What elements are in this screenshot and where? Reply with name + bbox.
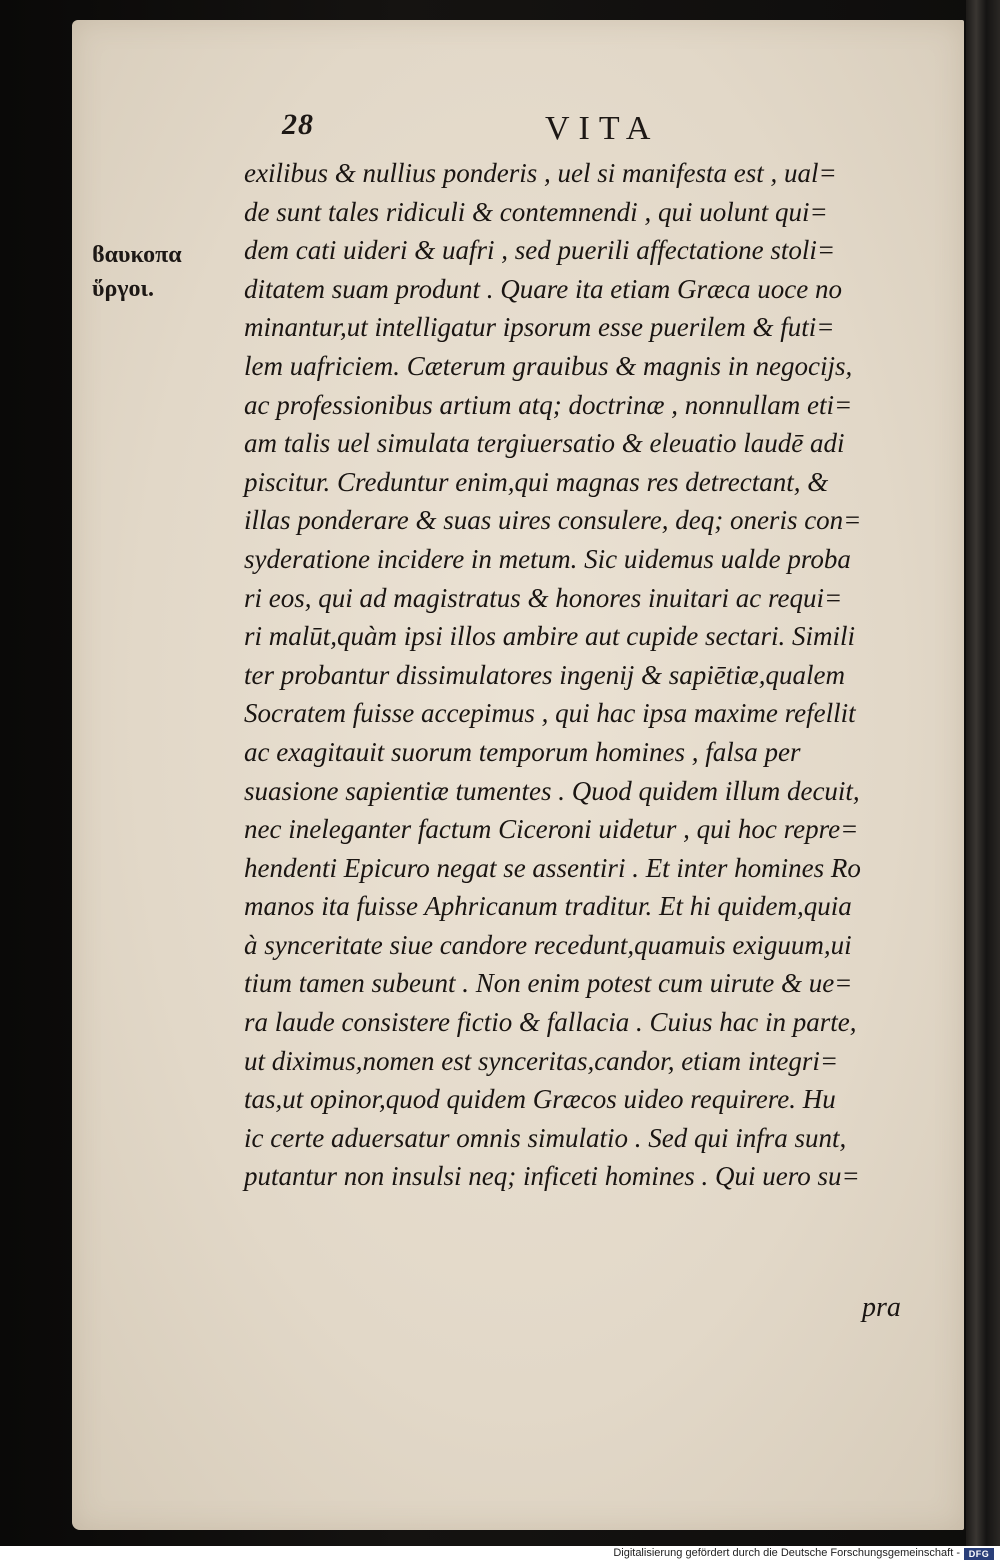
text-line: minantur,ut intelligatur ipsorum esse puerilem & futi=: [244, 312, 835, 343]
text-line: syderatione incidere in metum. Sic uidemus ualde proba: [244, 543, 851, 574]
text-line: ut diximus,nomen est synceritas,candor, etiam integri=: [244, 1045, 839, 1076]
text-line: ic certe aduersatur omnis simulatio . Sed qui infra sunt,: [244, 1122, 847, 1153]
funding-credit: Digitalisierung gefördert durch die Deutsche Forschungsgemeinschaft -: [613, 1547, 960, 1559]
catchword: pra: [862, 1292, 901, 1323]
text-line: manos ita fuisse Aphricanum traditur. Et hi quidem,quia: [244, 891, 852, 922]
text-line: de sunt tales ridiculi & contemnendi , qui uolunt qui=: [244, 196, 828, 227]
text-line: dem cati uideri & uafri , sed puerili affectatione stoli=: [244, 235, 836, 266]
text-line: nec ineleganter factum Ciceroni uidetur , qui hoc repre=: [244, 814, 859, 845]
text-line: tas,ut opinor,quod quidem Græcos uideo requirere. Hu: [244, 1084, 836, 1115]
text-line: illas ponderare & suas uires consulere, deq; oneris con=: [244, 505, 862, 536]
text-line: am talis uel simulata tergiuersatio & eleuatio laudē adi: [244, 428, 845, 459]
book-edge: [966, 0, 1000, 1546]
body-text: [244, 154, 934, 1196]
text-line: tium tamen subeunt . Non enim potest cum uirute & ue=: [244, 968, 853, 999]
text-line: suasione sapientiæ tumentes . Quod quidem illum decuit,: [244, 775, 860, 806]
page-number: 28: [282, 108, 314, 141]
text-line: à synceritate siue candore recedunt,quamuis exiguum,ui: [244, 929, 852, 960]
text-line: hendenti Epicuro negat se assentiri . Et inter homines Ro: [244, 852, 861, 883]
marginal-note-line: ϐαυκοπα: [92, 242, 182, 268]
text-line: ri eos, qui ad magistratus & honores inuitari ac requi=: [244, 582, 843, 613]
text-line: ac exagitauit suorum temporum homines , falsa per: [244, 736, 801, 767]
text-line: lem uafriciem. Cæterum grauibus & magnis in negocijs,: [244, 350, 853, 381]
text-line: ditatem suam produnt . Quare ita etiam Græca uoce no: [244, 273, 842, 304]
text-line: ri malūt,quàm ipsi illos ambire aut cupide sectari. Simili: [244, 621, 855, 652]
text-line: piscitur. Creduntur enim,qui magnas res detrectant, &: [244, 466, 829, 497]
text-line: ter probantur dissimulatores ingenij & sapiētiæ,qualem: [244, 659, 846, 690]
dfg-logo-icon: DFG: [964, 1548, 994, 1560]
text-line: exilibus & nullius ponderis , uel si manifesta est , ual=: [244, 158, 837, 188]
marginal-note: [92, 238, 182, 306]
text-line: Socratem fuisse accepimus , qui hac ipsa maxime refellit: [244, 698, 856, 729]
marginal-note-line: ὕργοι.: [92, 276, 154, 302]
text-line: ra laude consistere fictio & fallacia . Cuius hac in parte,: [244, 1007, 857, 1038]
text-line: putantur non insulsi neq; inficeti homines . Qui uero su=: [244, 1161, 860, 1192]
running-head: VITA: [545, 110, 660, 147]
text-line: ac professionibus artium atq; doctrinæ , nonnullam eti=: [244, 389, 853, 420]
